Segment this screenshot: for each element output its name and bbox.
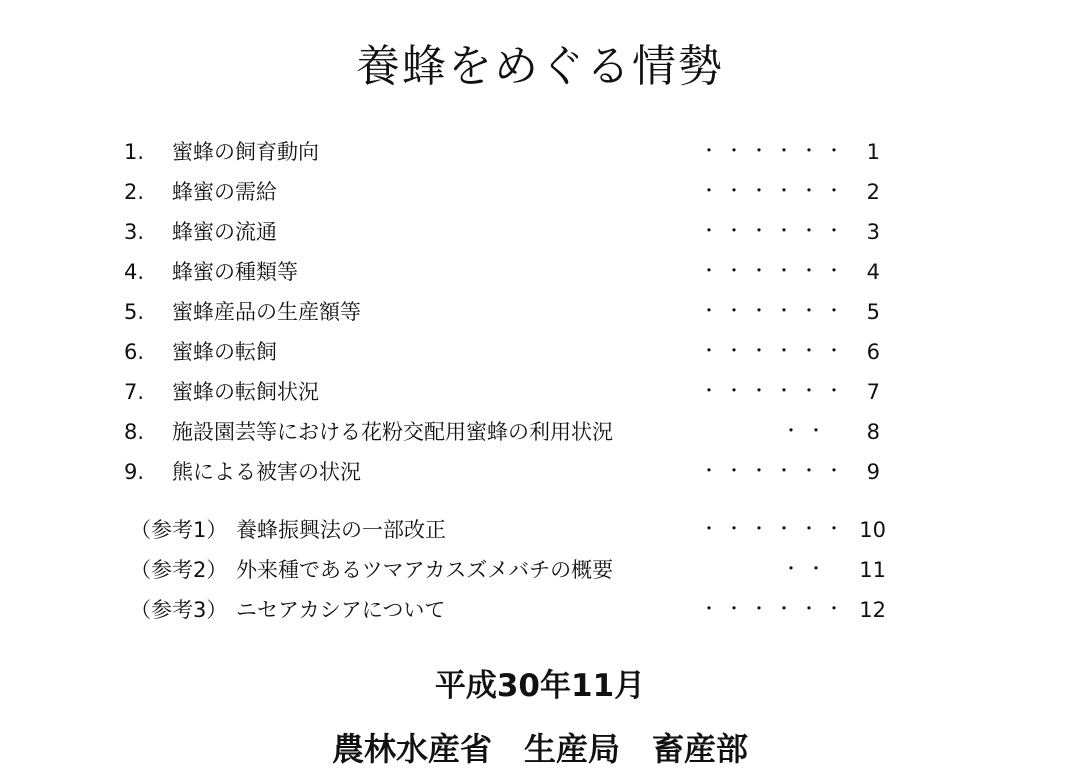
reference-item-number: （参考1） <box>130 518 228 542</box>
toc-item-label: 蜂蜜の種類等 <box>172 260 298 284</box>
toc-item-leader: ・・・・・・ <box>700 261 850 282</box>
toc-item-label: 蜂蜜の流通 <box>172 220 277 244</box>
toc-item-number: 9. <box>124 460 145 484</box>
toc-item-page: 5 <box>866 300 880 324</box>
reference-item-leader: ・・ <box>782 559 832 580</box>
reference-item-number: （参考3） <box>130 598 228 622</box>
publisher-organization: 農林水産省 生産局 畜産部 <box>331 730 748 768</box>
reference-item-label: ニセアカシアについて <box>236 598 446 622</box>
reference-item-leader: ・・・・・・ <box>700 599 850 620</box>
toc-item-number: 3. <box>124 220 145 244</box>
toc-item-leader: ・・ <box>782 421 832 442</box>
toc-item-label: 蜂蜜の需給 <box>172 180 277 204</box>
toc-item-label: 蜜蜂の転飼状況 <box>172 380 319 404</box>
toc-item-label: 蜜蜂の飼育動向 <box>172 140 319 164</box>
toc-item-page: 7 <box>866 380 880 404</box>
toc-item-number: 5. <box>124 300 145 324</box>
table-of-contents <box>0 132 1080 630</box>
toc-item <box>0 332 1080 372</box>
toc-item-number: 1. <box>124 140 145 164</box>
toc-item-page: 6 <box>866 340 880 364</box>
reference-item-label: 養蜂振興法の一部改正 <box>236 518 446 542</box>
toc-item-number: 6. <box>124 340 145 364</box>
toc-item <box>0 132 1080 172</box>
reference-item-number: （参考2） <box>130 558 228 582</box>
reference-item-page: 12 <box>859 598 886 622</box>
reference-item <box>0 550 1080 590</box>
toc-item-page: 3 <box>866 220 880 244</box>
toc-item-leader: ・・・・・・ <box>700 381 850 402</box>
toc-item-label: 熊による被害の状況 <box>172 460 361 484</box>
toc-item-number: 8. <box>124 420 145 444</box>
toc-item-page: 9 <box>866 460 880 484</box>
toc-item-page: 4 <box>866 260 880 284</box>
toc-item-number: 7. <box>124 380 145 404</box>
toc-item-label: 施設園芸等における花粉交配用蜜蜂の利用状況 <box>172 420 613 444</box>
toc-item-leader: ・・・・・・ <box>700 181 850 202</box>
toc-item-page: 8 <box>866 420 880 444</box>
toc-item-leader: ・・・・・・ <box>700 301 850 322</box>
toc-item-number: 2. <box>124 180 145 204</box>
toc-item <box>0 252 1080 292</box>
toc-item-label: 蜜蜂の転飼 <box>172 340 277 364</box>
reference-item-page: 11 <box>859 558 886 582</box>
reference-item <box>0 510 1080 550</box>
toc-item <box>0 412 1080 452</box>
toc-item-label: 蜜蜂産品の生産額等 <box>172 300 361 324</box>
toc-item <box>0 212 1080 252</box>
reference-item <box>0 590 1080 630</box>
toc-item <box>0 452 1080 492</box>
publication-date: 平成30年11月 <box>434 668 646 704</box>
toc-item-number: 4. <box>124 260 145 284</box>
toc-item-page: 2 <box>866 180 880 204</box>
toc-item-leader: ・・・・・・ <box>700 141 850 162</box>
reference-item-page: 10 <box>859 518 886 542</box>
toc-item-leader: ・・・・・・ <box>700 461 850 482</box>
document-title: 養蜂をめぐる情勢 <box>356 41 724 92</box>
toc-item-leader: ・・・・・・ <box>700 341 850 362</box>
toc-item <box>0 372 1080 412</box>
toc-item-leader: ・・・・・・ <box>700 221 850 242</box>
toc-item <box>0 292 1080 332</box>
reference-item-label: 外来種であるツマアカスズメバチの概要 <box>236 558 614 582</box>
toc-item-page: 1 <box>866 140 880 164</box>
reference-item-leader: ・・・・・・ <box>700 519 850 540</box>
toc-item <box>0 172 1080 212</box>
